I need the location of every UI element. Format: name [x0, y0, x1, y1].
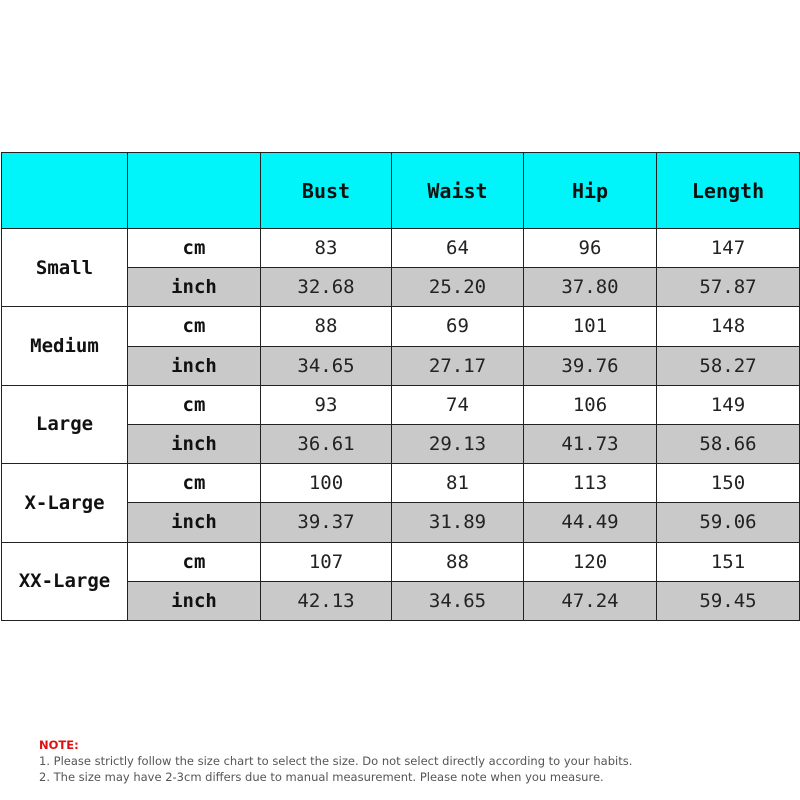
hip-value: 41.73 — [524, 424, 657, 463]
table-row — [2, 385, 800, 424]
bust-value: 100 — [261, 464, 392, 503]
note-line: 2. The size may have 2-3cm differs due to manual measurement. Please note when you measure. — [39, 770, 604, 784]
hip-value: 37.80 — [524, 268, 657, 307]
length-value: 58.66 — [657, 424, 800, 463]
note-title: NOTE: — [39, 738, 79, 752]
header-unit-cell — [128, 153, 261, 229]
waist-value: 27.17 — [392, 346, 524, 385]
waist-value: 74 — [392, 385, 524, 424]
table-row — [2, 307, 800, 346]
unit-label-cm: cm — [128, 229, 261, 268]
header-bust: Bust — [261, 153, 392, 229]
bust-value: 34.65 — [261, 346, 392, 385]
size-name-small: Small — [2, 229, 128, 307]
waist-value: 69 — [392, 307, 524, 346]
hip-value: 106 — [524, 385, 657, 424]
waist-value: 31.89 — [392, 503, 524, 542]
bust-value: 107 — [261, 542, 392, 581]
table-row — [2, 542, 800, 581]
size-notes — [39, 737, 779, 785]
unit-label-inch: inch — [128, 268, 261, 307]
unit-label-inch: inch — [128, 503, 261, 542]
bust-value: 83 — [261, 229, 392, 268]
length-value: 149 — [657, 385, 800, 424]
waist-value: 81 — [392, 464, 524, 503]
unit-label-cm: cm — [128, 385, 261, 424]
bust-value: 32.68 — [261, 268, 392, 307]
unit-label-inch: inch — [128, 424, 261, 463]
hip-value: 96 — [524, 229, 657, 268]
note-line: 1. Please strictly follow the size chart to select the size. Do not select directly according to your habits. — [39, 754, 633, 768]
bust-value: 36.61 — [261, 424, 392, 463]
table-row — [2, 229, 800, 268]
waist-value: 29.13 — [392, 424, 524, 463]
length-value: 59.45 — [657, 581, 800, 620]
waist-value: 25.20 — [392, 268, 524, 307]
hip-value: 120 — [524, 542, 657, 581]
size-chart-table — [1, 152, 800, 621]
hip-value: 39.76 — [524, 346, 657, 385]
length-value: 150 — [657, 464, 800, 503]
length-value: 151 — [657, 542, 800, 581]
hip-value: 44.49 — [524, 503, 657, 542]
length-value: 148 — [657, 307, 800, 346]
bust-value: 39.37 — [261, 503, 392, 542]
bust-value: 93 — [261, 385, 392, 424]
header-waist: Waist — [392, 153, 524, 229]
bust-value: 42.13 — [261, 581, 392, 620]
size-name-x-large: X-Large — [2, 464, 128, 542]
table-header-row — [2, 153, 800, 229]
waist-value: 64 — [392, 229, 524, 268]
header-length: Length — [657, 153, 800, 229]
waist-value: 34.65 — [392, 581, 524, 620]
length-value: 57.87 — [657, 268, 800, 307]
size-name-xx-large: XX-Large — [2, 542, 128, 621]
length-value: 58.27 — [657, 346, 800, 385]
header-corner-cell — [2, 153, 128, 229]
size-name-medium: Medium — [2, 307, 128, 385]
length-value: 147 — [657, 229, 800, 268]
bust-value: 88 — [261, 307, 392, 346]
unit-label-cm: cm — [128, 464, 261, 503]
unit-label-inch: inch — [128, 581, 261, 620]
table-row — [2, 464, 800, 503]
hip-value: 113 — [524, 464, 657, 503]
hip-value: 101 — [524, 307, 657, 346]
header-hip: Hip — [524, 153, 657, 229]
length-value: 59.06 — [657, 503, 800, 542]
waist-value: 88 — [392, 542, 524, 581]
unit-label-cm: cm — [128, 542, 261, 581]
hip-value: 47.24 — [524, 581, 657, 620]
unit-label-inch: inch — [128, 346, 261, 385]
size-name-large: Large — [2, 385, 128, 463]
unit-label-cm: cm — [128, 307, 261, 346]
